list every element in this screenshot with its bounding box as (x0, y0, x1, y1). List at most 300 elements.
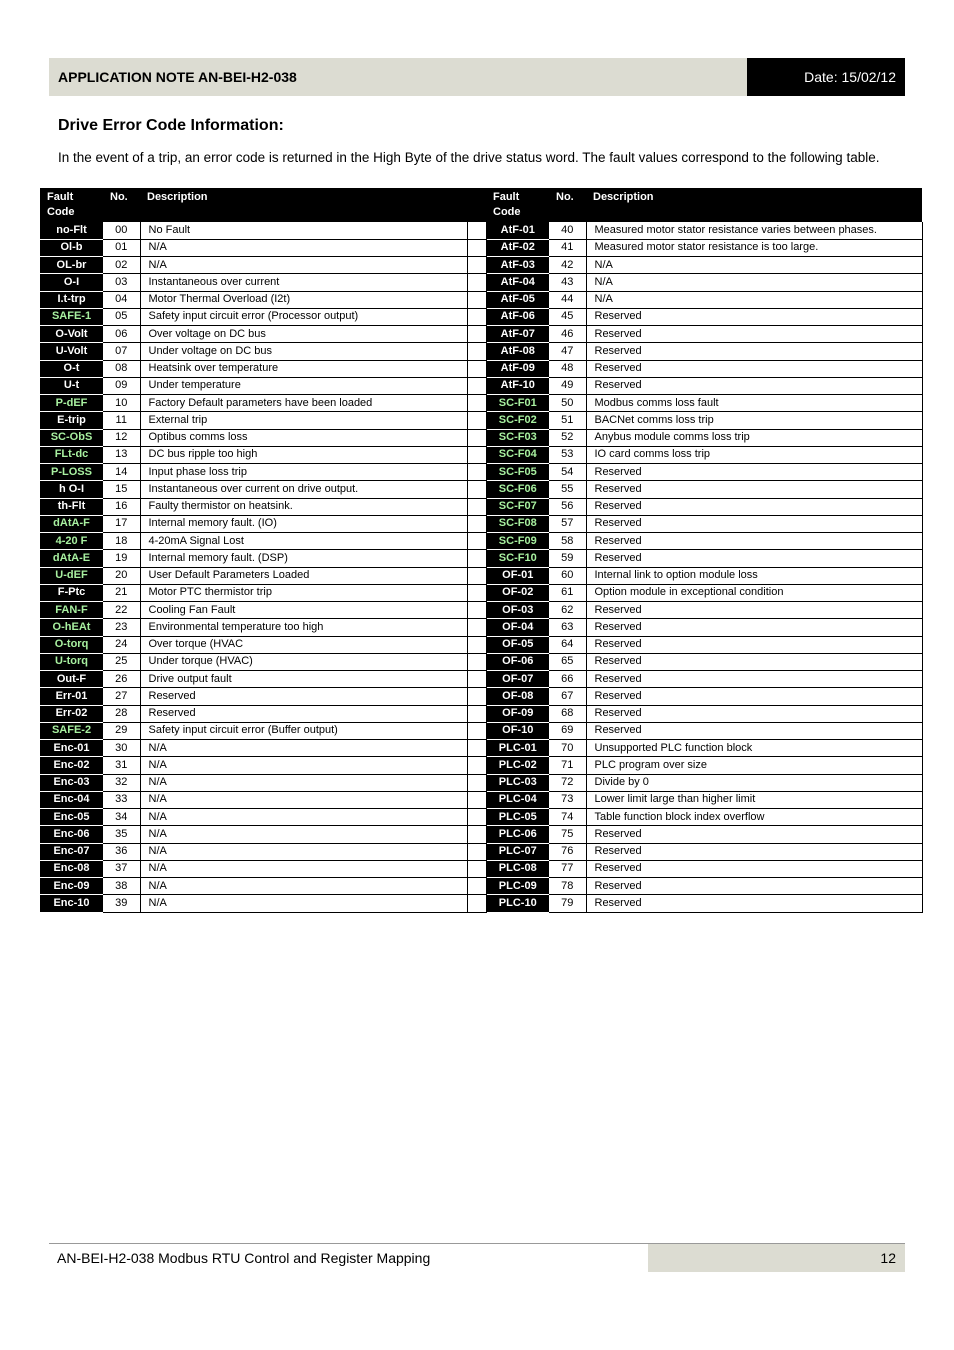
column-gap-cell (467, 860, 486, 877)
fault-description-cell: Reserved (586, 498, 922, 515)
fault-description-cell: N/A (586, 274, 922, 291)
fault-description-cell: Reserved (586, 360, 922, 377)
fault-number-cell: 53 (549, 446, 586, 463)
header-description-right: Description (586, 188, 922, 222)
column-gap-cell (467, 498, 486, 515)
column-gap-cell (467, 843, 486, 860)
fault-description-cell: Reserved (586, 464, 922, 481)
table-row (40, 291, 922, 308)
fault-number-cell: 45 (549, 308, 586, 325)
fault-number-cell: 15 (103, 481, 140, 498)
fault-description-cell: Instantaneous over current on drive output. (140, 481, 467, 498)
fault-description-cell: N/A (140, 757, 467, 774)
table-row (40, 446, 922, 463)
fault-number-cell: 75 (549, 826, 586, 843)
fault-code-cell: AtF-06 (486, 308, 549, 325)
fault-code-cell: PLC-08 (486, 860, 549, 877)
footer-doc-title: AN-BEI-H2-038 Modbus RTU Control and Register Mapping (57, 1250, 431, 1266)
table-row (40, 395, 922, 412)
fault-number-cell: 30 (103, 740, 140, 757)
fault-number-cell: 35 (103, 826, 140, 843)
fault-code-cell: PLC-09 (486, 878, 549, 895)
fault-code-cell: SAFE-1 (40, 308, 103, 325)
column-gap-cell (467, 533, 486, 550)
fault-description-cell: Reserved (140, 705, 467, 722)
fault-number-cell: 52 (549, 429, 586, 446)
fault-description-cell: N/A (140, 239, 467, 256)
fault-code-cell: U-torq (40, 653, 103, 670)
fault-code-cell: P-dEF (40, 395, 103, 412)
fault-description-cell: PLC program over size (586, 757, 922, 774)
fault-code-cell: SC-F04 (486, 446, 549, 463)
fault-number-cell: 56 (549, 498, 586, 515)
fault-number-cell: 36 (103, 843, 140, 860)
fault-code-cell: SC-F05 (486, 464, 549, 481)
table-row (40, 308, 922, 325)
column-gap-cell (467, 291, 486, 308)
fault-number-cell: 78 (549, 878, 586, 895)
fault-number-cell: 48 (549, 360, 586, 377)
column-gap-cell (467, 705, 486, 722)
fault-code-cell: OF-08 (486, 688, 549, 705)
table-row (40, 274, 922, 291)
fault-number-cell: 57 (549, 515, 586, 532)
column-gap-cell (467, 412, 486, 429)
fault-code-cell: Enc-06 (40, 826, 103, 843)
fault-code-cell: PLC-02 (486, 757, 549, 774)
table-row (40, 429, 922, 446)
table-row (40, 515, 922, 532)
fault-number-cell: 21 (103, 584, 140, 601)
fault-description-cell: Reserved (586, 515, 922, 532)
header-fault-code-right: Fault Code (486, 188, 549, 222)
fault-code-cell: SC-F09 (486, 533, 549, 550)
fault-description-cell: Input phase loss trip (140, 464, 467, 481)
fault-description-cell: Measured motor stator resistance varies between phases. (586, 222, 922, 239)
fault-number-cell: 23 (103, 619, 140, 636)
page-footer (49, 1243, 905, 1272)
fault-description-cell: Reserved (586, 653, 922, 670)
fault-number-cell: 14 (103, 464, 140, 481)
fault-number-cell: 47 (549, 343, 586, 360)
fault-code-cell: SAFE-2 (40, 722, 103, 739)
fault-number-cell: 16 (103, 498, 140, 515)
fault-description-cell: Environmental temperature too high (140, 619, 467, 636)
fault-description-cell: Divide by 0 (586, 774, 922, 791)
fault-number-cell: 69 (549, 722, 586, 739)
fault-number-cell: 19 (103, 550, 140, 567)
table-row (40, 722, 922, 739)
table-row (40, 895, 922, 912)
table-row (40, 343, 922, 360)
table-row (40, 360, 922, 377)
fault-number-cell: 59 (549, 550, 586, 567)
fault-number-cell: 41 (549, 239, 586, 256)
fault-number-cell: 62 (549, 602, 586, 619)
fault-description-cell: Under torque (HVAC) (140, 653, 467, 670)
column-gap-cell (467, 602, 486, 619)
fault-description-cell: Reserved (586, 343, 922, 360)
header-no-right: No. (549, 188, 586, 222)
fault-code-cell: Ol-b (40, 239, 103, 256)
column-gap-cell (467, 377, 486, 394)
page-header (49, 58, 905, 96)
column-gap-cell (467, 222, 486, 239)
fault-number-cell: 72 (549, 774, 586, 791)
fault-number-cell: 39 (103, 895, 140, 912)
fault-number-cell: 31 (103, 757, 140, 774)
fault-description-cell: Reserved (586, 878, 922, 895)
fault-number-cell: 55 (549, 481, 586, 498)
table-row (40, 602, 922, 619)
fault-code-cell: OF-03 (486, 602, 549, 619)
table-row (40, 377, 922, 394)
fault-code-cell: Enc-01 (40, 740, 103, 757)
fault-number-cell: 42 (549, 257, 586, 274)
fault-number-cell: 68 (549, 705, 586, 722)
fault-code-cell: P-LOSS (40, 464, 103, 481)
section-title: Drive Error Code Information: (58, 117, 284, 134)
header-no-left: No. (103, 188, 140, 222)
fault-code-cell: OF-05 (486, 636, 549, 653)
fault-description-cell: Reserved (586, 619, 922, 636)
fault-number-cell: 04 (103, 291, 140, 308)
table-body (40, 222, 922, 912)
fault-description-cell: N/A (140, 257, 467, 274)
fault-description-cell: Optibus comms loss (140, 429, 467, 446)
fault-description-cell: N/A (140, 895, 467, 912)
table-row (40, 464, 922, 481)
table-row (40, 843, 922, 860)
fault-code-cell: AtF-10 (486, 377, 549, 394)
fault-number-cell: 58 (549, 533, 586, 550)
fault-code-cell: Enc-08 (40, 860, 103, 877)
fault-code-cell: E-trip (40, 412, 103, 429)
fault-number-cell: 25 (103, 653, 140, 670)
fault-number-cell: 60 (549, 567, 586, 584)
fault-description-cell: Reserved (586, 895, 922, 912)
fault-description-cell: Reserved (586, 481, 922, 498)
fault-number-cell: 10 (103, 395, 140, 412)
fault-number-cell: 50 (549, 395, 586, 412)
fault-code-cell: AtF-09 (486, 360, 549, 377)
fault-description-cell: Safety input circuit error (Processor output) (140, 308, 467, 325)
fault-description-cell: IO card comms loss trip (586, 446, 922, 463)
table-row (40, 826, 922, 843)
table-row (40, 688, 922, 705)
fault-code-cell: Enc-09 (40, 878, 103, 895)
fault-description-cell: Anybus module comms loss trip (586, 429, 922, 446)
fault-number-cell: 03 (103, 274, 140, 291)
fault-number-cell: 77 (549, 860, 586, 877)
fault-number-cell: 46 (549, 326, 586, 343)
fault-number-cell: 05 (103, 308, 140, 325)
fault-description-cell: N/A (586, 291, 922, 308)
fault-description-cell: Reserved (586, 308, 922, 325)
fault-code-cell: I.t-trp (40, 291, 103, 308)
table-row (40, 791, 922, 808)
fault-description-cell: Safety input circuit error (Buffer output) (140, 722, 467, 739)
column-gap-cell (467, 464, 486, 481)
fault-number-cell: 32 (103, 774, 140, 791)
fault-number-cell: 06 (103, 326, 140, 343)
fault-number-cell: 34 (103, 809, 140, 826)
fault-number-cell: 00 (103, 222, 140, 239)
fault-number-cell: 63 (549, 619, 586, 636)
fault-code-cell: OF-09 (486, 705, 549, 722)
fault-description-cell: Under voltage on DC bus (140, 343, 467, 360)
fault-description-cell: Unsupported PLC function block (586, 740, 922, 757)
fault-description-cell: N/A (140, 774, 467, 791)
fault-code-cell: PLC-03 (486, 774, 549, 791)
fault-number-cell: 40 (549, 222, 586, 239)
fault-number-cell: 76 (549, 843, 586, 860)
fault-number-cell: 71 (549, 757, 586, 774)
fault-number-cell: 22 (103, 602, 140, 619)
fault-code-cell: O-hEAt (40, 619, 103, 636)
fault-code-cell: PLC-10 (486, 895, 549, 912)
column-gap-cell (467, 671, 486, 688)
fault-code-cell: th-Flt (40, 498, 103, 515)
fault-code-cell: OF-04 (486, 619, 549, 636)
column-gap-cell (467, 274, 486, 291)
header-spacer (467, 188, 486, 222)
fault-number-cell: 24 (103, 636, 140, 653)
fault-code-cell: no-Flt (40, 222, 103, 239)
fault-number-cell: 61 (549, 584, 586, 601)
fault-number-cell: 29 (103, 722, 140, 739)
fault-description-cell: Reserved (586, 826, 922, 843)
table-row (40, 809, 922, 826)
fault-number-cell: 65 (549, 653, 586, 670)
fault-description-cell: Reserved (586, 377, 922, 394)
fault-number-cell: 28 (103, 705, 140, 722)
fault-description-cell: Reserved (586, 705, 922, 722)
table-row (40, 671, 922, 688)
table-row (40, 878, 922, 895)
fault-code-cell: PLC-07 (486, 843, 549, 860)
fault-number-cell: 20 (103, 567, 140, 584)
fault-number-cell: 64 (549, 636, 586, 653)
page-number: 12 (648, 1244, 905, 1272)
fault-code-cell: Enc-03 (40, 774, 103, 791)
fault-code-cell: Enc-07 (40, 843, 103, 860)
fault-code-cell: U-t (40, 377, 103, 394)
fault-description-cell: 4-20mA Signal Lost (140, 533, 467, 550)
intro-paragraph: In the event of a trip, an error code is returned in the High Byte of the drive status word. The fault values correspond to the following table. (58, 150, 880, 165)
fault-description-cell: N/A (140, 860, 467, 877)
column-gap-cell (467, 395, 486, 412)
fault-number-cell: 27 (103, 688, 140, 705)
fault-description-cell: Heatsink over temperature (140, 360, 467, 377)
fault-number-cell: 13 (103, 446, 140, 463)
fault-code-cell: O-t (40, 360, 103, 377)
fault-description-cell: Measured motor stator resistance is too large. (586, 239, 922, 256)
fault-description-cell: BACNet comms loss trip (586, 412, 922, 429)
fault-code-cell: AtF-07 (486, 326, 549, 343)
fault-description-cell: User Default Parameters Loaded (140, 567, 467, 584)
fault-description-cell: Factory Default parameters have been loaded (140, 395, 467, 412)
table-row (40, 326, 922, 343)
fault-description-cell: Reserved (586, 550, 922, 567)
fault-code-cell: U-dEF (40, 567, 103, 584)
fault-number-cell: 43 (549, 274, 586, 291)
fault-code-cell: AtF-05 (486, 291, 549, 308)
fault-description-cell: Under temperature (140, 377, 467, 394)
fault-description-cell: Internal memory fault. (DSP) (140, 550, 467, 567)
fault-description-cell: Reserved (586, 860, 922, 877)
fault-number-cell: 51 (549, 412, 586, 429)
fault-code-cell: FLt-dc (40, 446, 103, 463)
table-row (40, 636, 922, 653)
table-row (40, 705, 922, 722)
column-gap-cell (467, 826, 486, 843)
fault-description-cell: Motor PTC thermistor trip (140, 584, 467, 601)
column-gap-cell (467, 653, 486, 670)
fault-code-cell: Enc-02 (40, 757, 103, 774)
column-gap-cell (467, 343, 486, 360)
table-header-row (40, 188, 922, 222)
table-row (40, 412, 922, 429)
column-gap-cell (467, 515, 486, 532)
fault-code-cell: Enc-10 (40, 895, 103, 912)
column-gap-cell (467, 895, 486, 912)
column-gap-cell (467, 722, 486, 739)
fault-code-cell: AtF-02 (486, 239, 549, 256)
column-gap-cell (467, 774, 486, 791)
fault-code-cell: SC-ObS (40, 429, 103, 446)
table-row (40, 757, 922, 774)
fault-number-cell: 70 (549, 740, 586, 757)
fault-description-cell: Lower limit large than higher limit (586, 791, 922, 808)
table-row (40, 653, 922, 670)
table-row (40, 860, 922, 877)
fault-code-cell: O-Volt (40, 326, 103, 343)
column-gap-cell (467, 878, 486, 895)
fault-code-cell: PLC-04 (486, 791, 549, 808)
fault-description-cell: Reserved (586, 326, 922, 343)
fault-description-cell: Reserved (140, 688, 467, 705)
fault-number-cell: 49 (549, 377, 586, 394)
fault-code-cell: U-Volt (40, 343, 103, 360)
table-row (40, 239, 922, 256)
fault-description-cell: N/A (140, 878, 467, 895)
column-gap-cell (467, 619, 486, 636)
table-row (40, 533, 922, 550)
fault-number-cell: 33 (103, 791, 140, 808)
fault-number-cell: 44 (549, 291, 586, 308)
fault-description-cell: Option module in exceptional condition (586, 584, 922, 601)
fault-number-cell: 02 (103, 257, 140, 274)
fault-code-cell: dAtA-E (40, 550, 103, 567)
fault-code-cell: OF-01 (486, 567, 549, 584)
fault-description-cell: Modbus comms loss fault (586, 395, 922, 412)
fault-code-cell: SC-F03 (486, 429, 549, 446)
fault-description-cell: Faulty thermistor on heatsink. (140, 498, 467, 515)
fault-code-cell: SC-F02 (486, 412, 549, 429)
fault-number-cell: 37 (103, 860, 140, 877)
fault-description-cell: Reserved (586, 722, 922, 739)
table-row (40, 619, 922, 636)
fault-description-cell: Instantaneous over current (140, 274, 467, 291)
fault-description-cell: Motor Thermal Overload (I2t) (140, 291, 467, 308)
table-row (40, 257, 922, 274)
header-date: Date: 15/02/12 (747, 58, 905, 96)
fault-description-cell: N/A (140, 826, 467, 843)
header-title: APPLICATION NOTE AN-BEI-H2-038 (49, 58, 747, 96)
fault-description-cell: N/A (140, 843, 467, 860)
fault-code-cell: O-torq (40, 636, 103, 653)
fault-code-cell: h O-I (40, 481, 103, 498)
fault-code-cell: dAtA-F (40, 515, 103, 532)
column-gap-cell (467, 584, 486, 601)
fault-code-cell: PLC-05 (486, 809, 549, 826)
fault-description-cell: DC bus ripple too high (140, 446, 467, 463)
fault-number-cell: 73 (549, 791, 586, 808)
fault-number-cell: 17 (103, 515, 140, 532)
table-row (40, 222, 922, 239)
fault-code-cell: Enc-04 (40, 791, 103, 808)
fault-code-cell: OF-02 (486, 584, 549, 601)
table-row (40, 774, 922, 791)
table-row (40, 481, 922, 498)
table-row (40, 567, 922, 584)
fault-number-cell: 26 (103, 671, 140, 688)
column-gap-cell (467, 257, 486, 274)
column-gap-cell (467, 308, 486, 325)
column-gap-cell (467, 360, 486, 377)
fault-code-cell: SC-F06 (486, 481, 549, 498)
fault-description-cell: Over voltage on DC bus (140, 326, 467, 343)
fault-description-cell: External trip (140, 412, 467, 429)
fault-code-cell: Err-02 (40, 705, 103, 722)
column-gap-cell (467, 636, 486, 653)
fault-description-cell: Reserved (586, 533, 922, 550)
fault-description-cell: Over torque (HVAC (140, 636, 467, 653)
fault-number-cell: 09 (103, 377, 140, 394)
table-row (40, 584, 922, 601)
fault-code-cell: 4-20 F (40, 533, 103, 550)
fault-description-cell: N/A (586, 257, 922, 274)
column-gap-cell (467, 239, 486, 256)
fault-number-cell: 67 (549, 688, 586, 705)
fault-code-cell: SC-F08 (486, 515, 549, 532)
fault-code-cell: OL-br (40, 257, 103, 274)
fault-number-cell: 07 (103, 343, 140, 360)
column-gap-cell (467, 791, 486, 808)
header-fault-code-left: Fault Code (40, 188, 103, 222)
table-row (40, 498, 922, 515)
fault-description-cell: Table function block index overflow (586, 809, 922, 826)
fault-description-cell: N/A (140, 791, 467, 808)
fault-code-cell: AtF-08 (486, 343, 549, 360)
fault-code-cell: Out-F (40, 671, 103, 688)
fault-code-cell: F-Ptc (40, 584, 103, 601)
fault-description-cell: Internal memory fault. (IO) (140, 515, 467, 532)
fault-code-cell: PLC-06 (486, 826, 549, 843)
fault-description-cell: Reserved (586, 636, 922, 653)
fault-description-cell: Reserved (586, 602, 922, 619)
fault-code-cell: OF-07 (486, 671, 549, 688)
column-gap-cell (467, 809, 486, 826)
fault-code-table (40, 188, 923, 913)
fault-code-cell: SC-F01 (486, 395, 549, 412)
column-gap-cell (467, 550, 486, 567)
fault-number-cell: 54 (549, 464, 586, 481)
fault-description-cell: Drive output fault (140, 671, 467, 688)
column-gap-cell (467, 326, 486, 343)
fault-code-cell: AtF-04 (486, 274, 549, 291)
